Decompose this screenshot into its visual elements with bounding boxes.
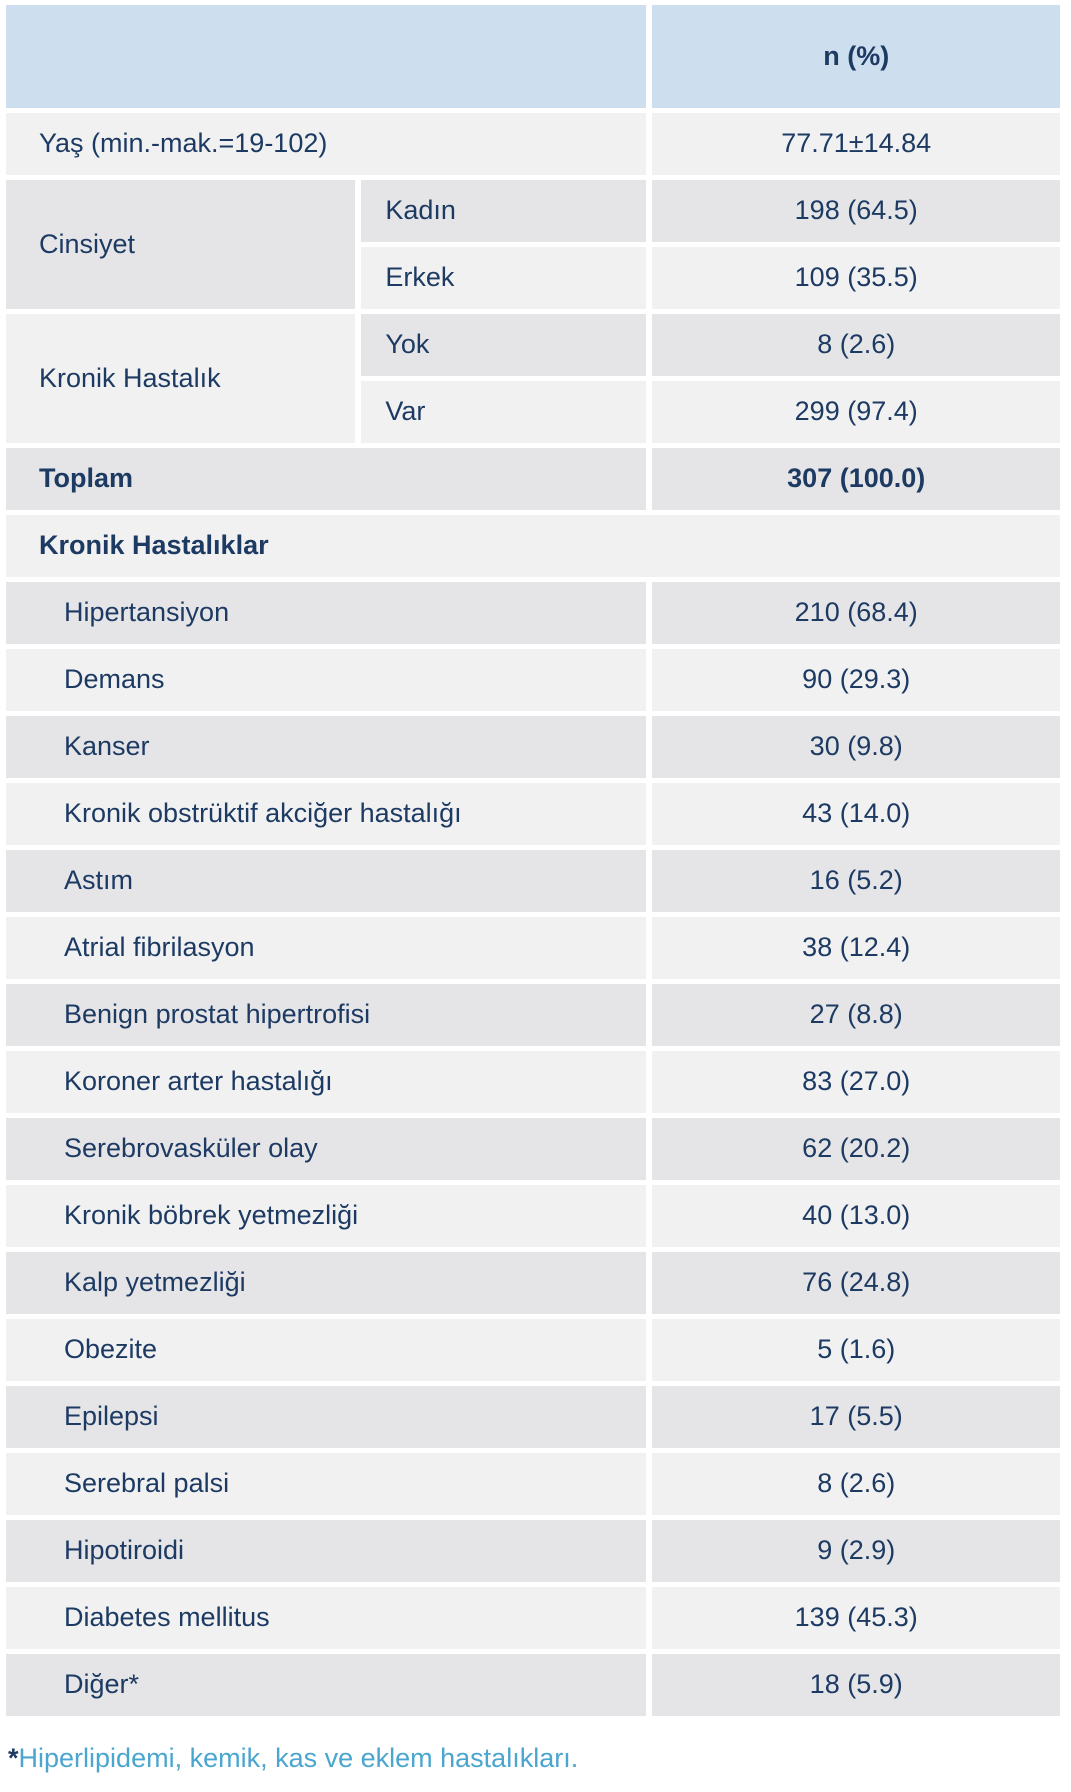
row-value-cell: 9 (2.9) <box>652 1520 1060 1582</box>
row-value-cell: 76 (24.8) <box>652 1252 1060 1314</box>
table-row <box>6 448 1060 510</box>
item-label-cell: Kanser <box>6 716 646 778</box>
table-row <box>6 1051 1060 1113</box>
table-row <box>6 716 1060 778</box>
row-value-cell: 307 (100.0) <box>652 448 1060 510</box>
sub-label-cell: Kadın <box>361 180 646 242</box>
row-value-cell: 109 (35.5) <box>652 247 1060 309</box>
row-value-cell: 198 (64.5) <box>652 180 1060 242</box>
table-body <box>6 113 1060 1716</box>
table-row <box>6 113 1060 175</box>
table-row <box>6 1118 1060 1180</box>
row-value-cell: 40 (13.0) <box>652 1185 1060 1247</box>
row-value-cell: 43 (14.0) <box>652 783 1060 845</box>
item-label-cell: Benign prostat hipertrofisi <box>6 984 646 1046</box>
item-label-cell: Diabetes mellitus <box>6 1587 646 1649</box>
row-value-cell: 83 (27.0) <box>652 1051 1060 1113</box>
row-label-cell: Yaş (min.-mak.=19-102) <box>6 113 646 175</box>
table-row <box>6 1185 1060 1247</box>
group-label-cell: Kronik Hastalık <box>6 314 355 443</box>
row-value-cell: 27 (8.8) <box>652 984 1060 1046</box>
row-value-cell: 5 (1.6) <box>652 1319 1060 1381</box>
item-label-cell: Epilepsi <box>6 1386 646 1448</box>
row-value-cell: 18 (5.9) <box>652 1654 1060 1716</box>
table-row <box>6 649 1060 711</box>
table-row <box>6 1386 1060 1448</box>
item-label-cell: Astım <box>6 850 646 912</box>
table-row <box>6 1587 1060 1649</box>
table-row <box>6 1319 1060 1381</box>
table-row <box>6 180 1060 242</box>
footnote-asterisk: * <box>8 1743 19 1773</box>
table-row <box>6 984 1060 1046</box>
table-row <box>6 1654 1060 1716</box>
table-row <box>6 1252 1060 1314</box>
footnote <box>8 1743 1071 1774</box>
item-label-cell: Serebrovasküler olay <box>6 1118 646 1180</box>
header-n-percent-label: n (%) <box>652 5 1060 108</box>
row-value-cell: 8 (2.6) <box>652 1453 1060 1515</box>
item-label-cell: Kalp yetmezliği <box>6 1252 646 1314</box>
table-header-row <box>6 5 1060 108</box>
table-row <box>6 783 1060 845</box>
table-row <box>6 1520 1060 1582</box>
section-header-cell: Kronik Hastalıklar <box>6 515 1060 577</box>
item-label-cell: Diğer* <box>6 1654 646 1716</box>
item-label-cell: Serebral palsi <box>6 1453 646 1515</box>
row-value-cell: 90 (29.3) <box>652 649 1060 711</box>
footnote-text: Hiperlipidemi, kemik, kas ve eklem hastalıkları. <box>18 1743 579 1773</box>
row-value-cell: 62 (20.2) <box>652 1118 1060 1180</box>
row-value-cell: 210 (68.4) <box>652 582 1060 644</box>
table-row <box>6 515 1060 577</box>
row-value-cell: 139 (45.3) <box>652 1587 1060 1649</box>
sub-label-cell: Yok <box>361 314 646 376</box>
sub-label-cell: Erkek <box>361 247 646 309</box>
row-label-cell: Toplam <box>6 448 646 510</box>
item-label-cell: Hipertansiyon <box>6 582 646 644</box>
sub-label-cell: Var <box>361 381 646 443</box>
row-value-cell: 8 (2.6) <box>652 314 1060 376</box>
row-value-cell: 17 (5.5) <box>652 1386 1060 1448</box>
item-label-cell: Kronik obstrüktif akciğer hastalığı <box>6 783 646 845</box>
row-value-cell: 299 (97.4) <box>652 381 1060 443</box>
table-row <box>6 314 1060 376</box>
table-row <box>6 582 1060 644</box>
item-label-cell: Obezite <box>6 1319 646 1381</box>
item-label-cell: Hipotiroidi <box>6 1520 646 1582</box>
header-empty-cell <box>6 5 646 108</box>
table-header <box>6 5 1060 108</box>
group-label-cell: Cinsiyet <box>6 180 355 309</box>
item-label-cell: Demans <box>6 649 646 711</box>
item-label-cell: Kronik böbrek yetmezliği <box>6 1185 646 1247</box>
row-value-cell: 38 (12.4) <box>652 917 1060 979</box>
item-label-cell: Atrial fibrilasyon <box>6 917 646 979</box>
row-value-cell: 16 (5.2) <box>652 850 1060 912</box>
item-label-cell: Koroner arter hastalığı <box>6 1051 646 1113</box>
row-value-cell: 30 (9.8) <box>652 716 1060 778</box>
table-row <box>6 850 1060 912</box>
table-row <box>6 1453 1060 1515</box>
table-row <box>6 917 1060 979</box>
row-value-cell: 77.71±14.84 <box>652 113 1060 175</box>
